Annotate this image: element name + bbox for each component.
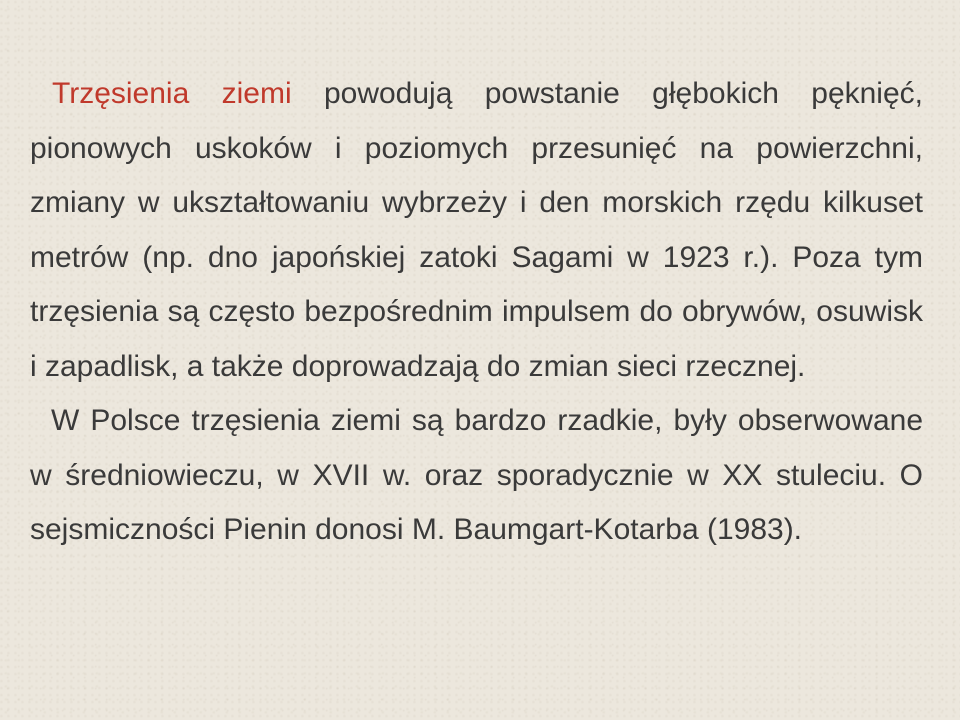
paragraph-poland-seismicity: W Polsce trzęsienia ziemi są bardzo rzadkie, były obserwowane w średniowieczu, w XVII w. oraz sporadycznie w XX stuleciu. O sejsmiczności Pienin donosi M. Baumgart-Kotarba (1983). xyxy=(30,404,923,546)
slide-body xyxy=(30,67,923,558)
paragraph-earthquake-effects xyxy=(30,67,923,394)
highlighted-term: Trzęsienia ziemi xyxy=(52,77,292,110)
paragraph-text: powodują powstanie głębokich pęknięć, pionowych uskoków i poziomych przesunięć na powierzchni, zmiany w ukształtowaniu wybrzeży i den morskich rzędu kilkuset metrów (np. dno japońskiej zatoki Sagami w 1923 r.). Poza tym trzęsienia są często bezpośrednim impulsem do obrywów, osuwisk i zapadlisk, a także doprowadzają do zmian sieci rzecznej. xyxy=(30,77,923,383)
